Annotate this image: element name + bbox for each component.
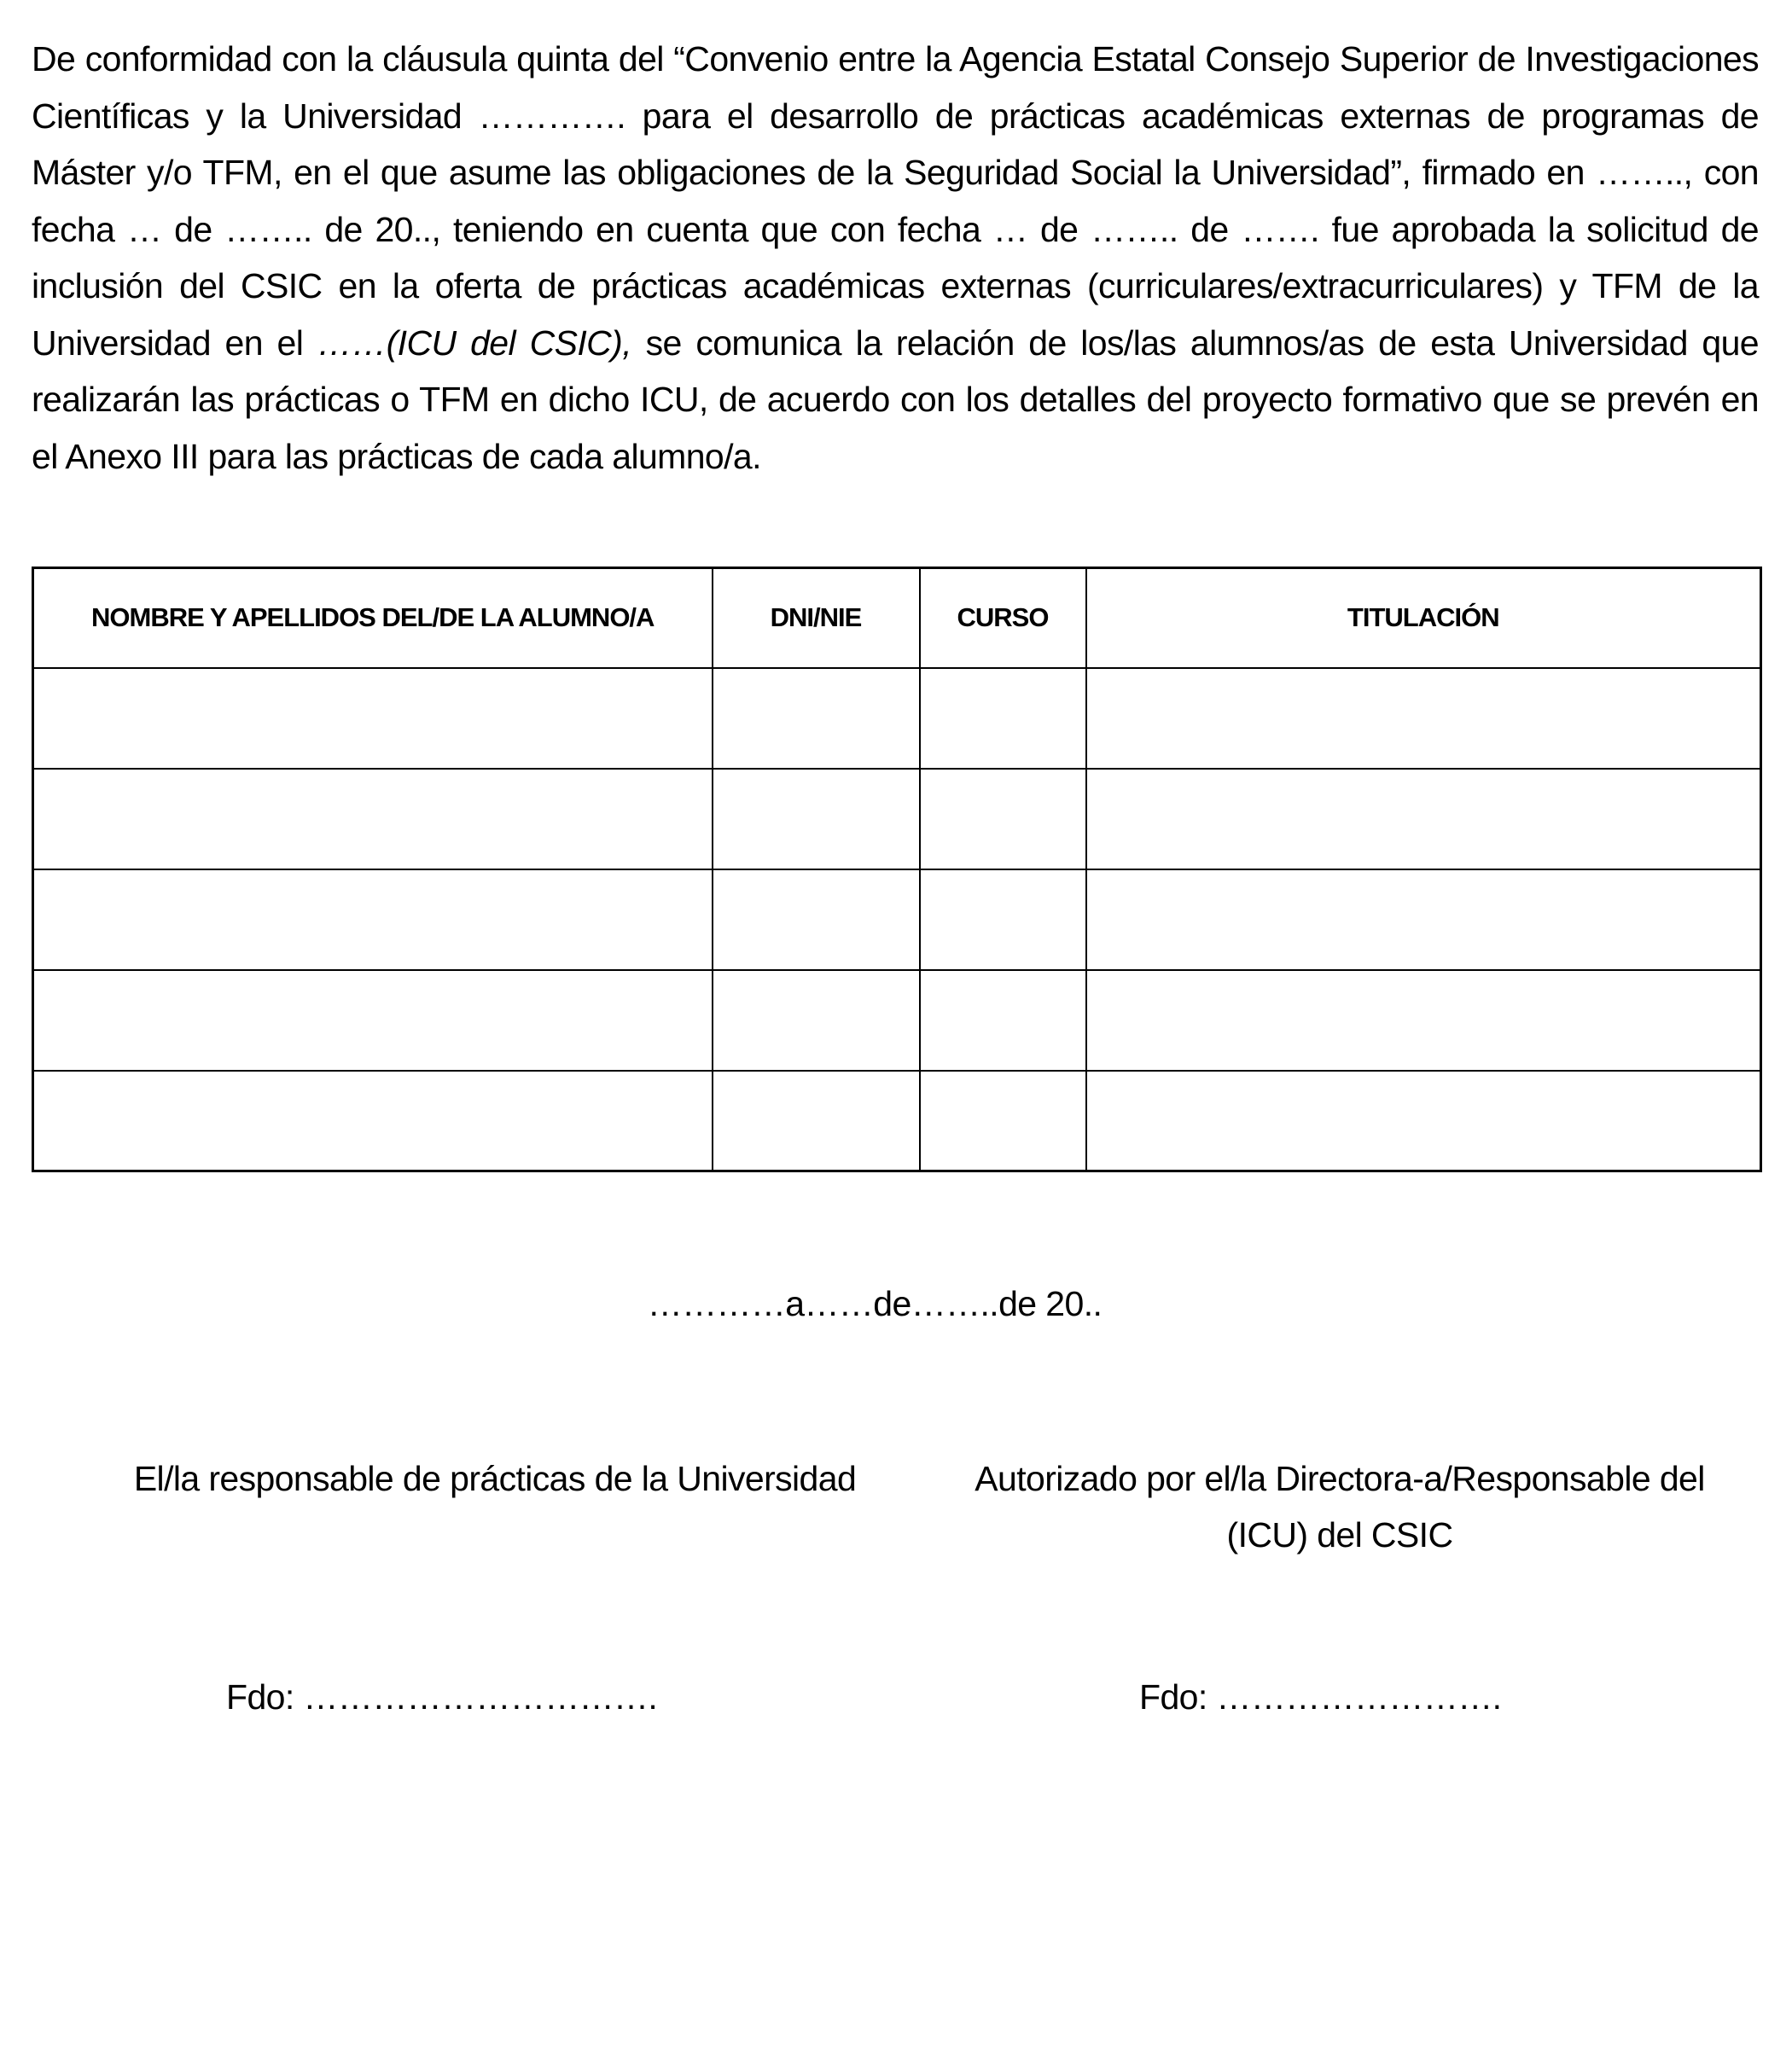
cell-curso[interactable]: [920, 1071, 1086, 1171]
intro-text-icu-italic: ……(ICU del CSIC),: [317, 323, 632, 363]
signature-right-fdo: Fdo: …………………….: [1139, 1677, 1502, 1717]
table-header-row: [33, 568, 1761, 668]
header-nombre: NOMBRE Y APELLIDOS DEL/DE LA ALUMNO/A: [33, 568, 713, 668]
cell-curso[interactable]: [920, 769, 1086, 869]
cell-titulacion[interactable]: [1086, 769, 1761, 869]
table-row: [33, 970, 1761, 1071]
cell-curso[interactable]: [920, 869, 1086, 970]
cell-titulacion[interactable]: [1086, 668, 1761, 769]
table-row: [33, 769, 1761, 869]
place-date-line: [0, 1284, 1792, 1324]
cell-nombre[interactable]: [33, 970, 713, 1071]
cell-nombre[interactable]: [33, 869, 713, 970]
cell-titulacion[interactable]: [1086, 970, 1761, 1071]
cell-titulacion[interactable]: [1086, 1071, 1761, 1171]
table-row: [33, 869, 1761, 970]
header-titulacion: TITULACIÓN: [1086, 568, 1761, 668]
cell-nombre[interactable]: [33, 1071, 713, 1171]
header-curso: CURSO: [920, 568, 1086, 668]
signature-left-fdo: Fdo: ………………………….: [226, 1677, 658, 1717]
cell-dni-nie[interactable]: [713, 1071, 920, 1171]
table-row: [33, 668, 1761, 769]
table-row: [33, 1071, 1761, 1171]
signature-left-label: El/la responsable de prácticas de la Universidad: [133, 1459, 857, 1498]
cell-dni-nie[interactable]: [713, 869, 920, 970]
cell-titulacion[interactable]: [1086, 869, 1761, 970]
cell-dni-nie[interactable]: [713, 769, 920, 869]
cell-curso[interactable]: [920, 668, 1086, 769]
intro-text-part1: De conformidad con la cláusula quinta del “Convenio entre la Agencia Estatal Consejo Superior de Investigaciones Científicas y la Universidad …………. para el desarrollo de prácticas académicas externas de programas de Máster y/o TFM, en el que asume las obligaciones de la Seguridad Social la Universidad”, firmado en …….., con fecha … de …….. de 20.., teniendo en cuenta que con fecha … de …….. de ……. fue aprobada la solicitud de inclusión del CSIC en la oferta de prácticas académicas externas (curriculares/extracurriculares) y TFM de la Universidad en el: [32, 39, 1759, 363]
header-dni-nie: DNI/NIE: [713, 568, 920, 668]
intro-text-part2: se comunica la relación de los/las alumnos/as de esta Universidad que realizarán las prácticas o TFM en dicho ICU, de acuerdo con los detalles del proyecto formativo que se prevén en el Anexo III para las prácticas de cada alumno/a.: [32, 323, 1759, 476]
signature-right-label-line1: Autorizado por el/la Directora-a/Responsable del: [975, 1459, 1705, 1498]
cell-curso[interactable]: [920, 970, 1086, 1071]
intro-paragraph: [32, 31, 1759, 485]
students-table: [32, 567, 1762, 1172]
cell-dni-nie[interactable]: [713, 668, 920, 769]
signature-right-label: [922, 1450, 1758, 1563]
cell-nombre[interactable]: [33, 769, 713, 869]
cell-nombre[interactable]: [33, 668, 713, 769]
cell-dni-nie[interactable]: [713, 970, 920, 1071]
place-date-text: …………a……de……..de 20..: [647, 1284, 1103, 1323]
signature-right-label-line2: (ICU) del CSIC: [1226, 1515, 1453, 1555]
